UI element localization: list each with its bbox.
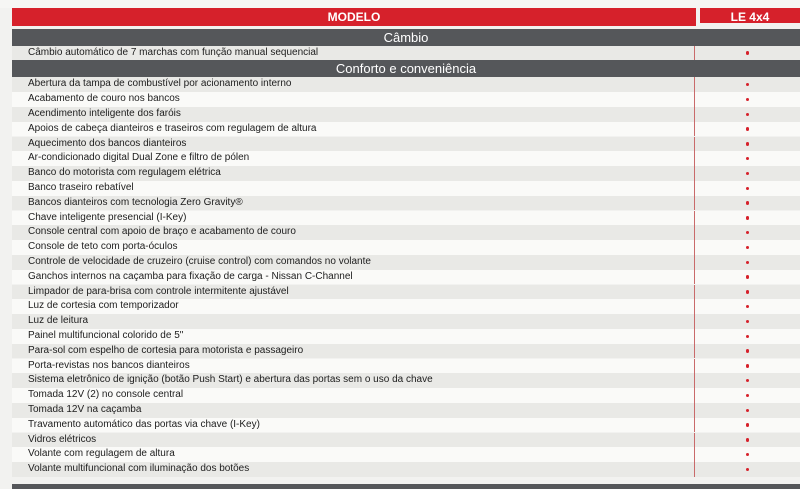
available-dot-icon (746, 349, 750, 353)
available-dot-icon (746, 231, 750, 235)
feature-row (12, 388, 800, 403)
available-dot-icon (746, 468, 750, 472)
feature-row (12, 433, 800, 448)
feature-label: Console de teto com porta-óculos (28, 241, 178, 253)
availability-cell (695, 211, 800, 226)
feature-row (12, 137, 800, 152)
availability-cell (695, 388, 800, 403)
available-dot-icon (746, 453, 750, 457)
availability-cell (695, 359, 800, 374)
availability-cell (695, 418, 800, 433)
availability-cell (695, 299, 800, 314)
available-dot-icon (746, 379, 750, 383)
feature-row (12, 329, 800, 344)
availability-cell (695, 314, 800, 329)
availability-cell (695, 196, 800, 211)
available-dot-icon (746, 335, 750, 339)
availability-cell (695, 107, 800, 122)
feature-row (12, 255, 800, 270)
section-header: Câmbio (12, 29, 800, 46)
feature-row (12, 344, 800, 359)
bottom-strip (12, 484, 800, 489)
feature-row (12, 92, 800, 107)
feature-label: Volante multifuncional com iluminação dos botões (28, 463, 250, 475)
feature-row (12, 122, 800, 137)
feature-row (12, 285, 800, 300)
feature-row (12, 299, 800, 314)
feature-row (12, 403, 800, 418)
feature-row (12, 314, 800, 329)
availability-cell (695, 122, 800, 137)
feature-label: Acendimento inteligente dos faróis (28, 107, 181, 119)
available-dot-icon (746, 83, 750, 87)
section-header: Conforto e conveniência (12, 60, 800, 77)
available-dot-icon (746, 187, 750, 191)
feature-label: Travamento automático das portas via chave (I-Key) (28, 418, 260, 430)
available-dot-icon (746, 172, 750, 176)
feature-label: Bancos dianteiros com tecnologia Zero Gravity® (28, 196, 243, 208)
feature-label: Aquecimento dos bancos dianteiros (28, 137, 187, 149)
available-dot-icon (746, 305, 750, 309)
available-dot-icon (746, 275, 750, 279)
availability-cell (695, 373, 800, 388)
feature-label: Painel multifuncional colorido de 5" (28, 329, 184, 341)
feature-label: Ganchos internos na caçamba para fixação de carga - Nissan C-Channel (28, 270, 353, 282)
feature-label: Ar-condicionado digital Dual Zone e filtro de pólen (28, 152, 250, 164)
feature-label: Banco traseiro rebatível (28, 181, 134, 193)
availability-cell (695, 403, 800, 418)
model-header: MODELO (12, 8, 696, 26)
available-dot-icon (746, 246, 750, 250)
feature-row (12, 196, 800, 211)
available-dot-icon (746, 113, 750, 117)
available-dot-icon (746, 409, 750, 413)
availability-cell (695, 270, 800, 285)
version-header: LE 4x4 (700, 8, 800, 26)
feature-row (12, 46, 800, 61)
available-dot-icon (746, 394, 750, 398)
availability-cell (695, 344, 800, 359)
available-dot-icon (746, 201, 750, 205)
feature-label: Controle de velocidade de cruzeiro (cruise control) com comandos no volante (28, 255, 371, 267)
available-dot-icon (746, 51, 750, 55)
available-dot-icon (746, 290, 750, 294)
available-dot-icon (746, 364, 750, 368)
availability-cell (695, 92, 800, 107)
availability-cell (695, 433, 800, 448)
availability-cell (695, 166, 800, 181)
feature-row (12, 211, 800, 226)
table-header (12, 8, 800, 26)
availability-cell (695, 181, 800, 196)
feature-label: Vidros elétricos (28, 433, 97, 445)
available-dot-icon (746, 142, 750, 146)
feature-label: Apoios de cabeça dianteiros e traseiros com regulagem de altura (28, 122, 317, 134)
available-dot-icon (746, 261, 750, 265)
feature-row (12, 151, 800, 166)
availability-cell (695, 46, 800, 61)
feature-row (12, 77, 800, 92)
feature-row (12, 107, 800, 122)
feature-label: Câmbio automático de 7 marchas com função manual sequencial (28, 46, 319, 58)
availability-cell (695, 447, 800, 462)
feature-row (12, 166, 800, 181)
feature-label: Volante com regulagem de altura (28, 448, 175, 460)
available-dot-icon (746, 438, 750, 442)
available-dot-icon (746, 98, 750, 102)
availability-cell (695, 329, 800, 344)
feature-row (12, 225, 800, 240)
top-margin (0, 0, 800, 8)
available-dot-icon (746, 157, 750, 161)
availability-cell (695, 462, 800, 477)
feature-row (12, 373, 800, 388)
feature-row (12, 181, 800, 196)
availability-cell (695, 151, 800, 166)
available-dot-icon (746, 423, 750, 427)
feature-label: Tomada 12V (2) no console central (28, 389, 184, 401)
availability-cell (695, 240, 800, 255)
feature-label: Chave inteligente presencial (I-Key) (28, 211, 187, 223)
feature-label: Abertura da tampa de combustível por acionamento interno (28, 78, 292, 90)
feature-label: Banco do motorista com regulagem elétrica (28, 167, 221, 179)
feature-label: Limpador de para-brisa com controle intermitente ajustável (28, 285, 289, 297)
feature-label: Console central com apoio de braço e acabamento de couro (28, 226, 296, 238)
availability-cell (695, 255, 800, 270)
availability-cell (695, 225, 800, 240)
available-dot-icon (746, 320, 750, 324)
available-dot-icon (746, 127, 750, 131)
feature-row (12, 418, 800, 433)
feature-label: Acabamento de couro nos bancos (28, 93, 180, 105)
feature-label: Para-sol com espelho de cortesia para motorista e passageiro (28, 344, 304, 356)
feature-row (12, 240, 800, 255)
feature-label: Sistema eletrônico de ignição (botão Push Start) e abertura das portas sem o uso da chave (28, 374, 433, 386)
feature-row (12, 359, 800, 374)
availability-cell (695, 77, 800, 92)
feature-row (12, 447, 800, 462)
feature-label: Porta-revistas nos bancos dianteiros (28, 359, 190, 371)
availability-cell (695, 285, 800, 300)
availability-cell (695, 137, 800, 152)
feature-label: Luz de leitura (28, 315, 89, 327)
feature-label: Luz de cortesia com temporizador (28, 300, 179, 312)
feature-row (12, 462, 800, 477)
feature-label: Tomada 12V na caçamba (28, 403, 142, 415)
available-dot-icon (746, 216, 750, 220)
feature-row (12, 270, 800, 285)
